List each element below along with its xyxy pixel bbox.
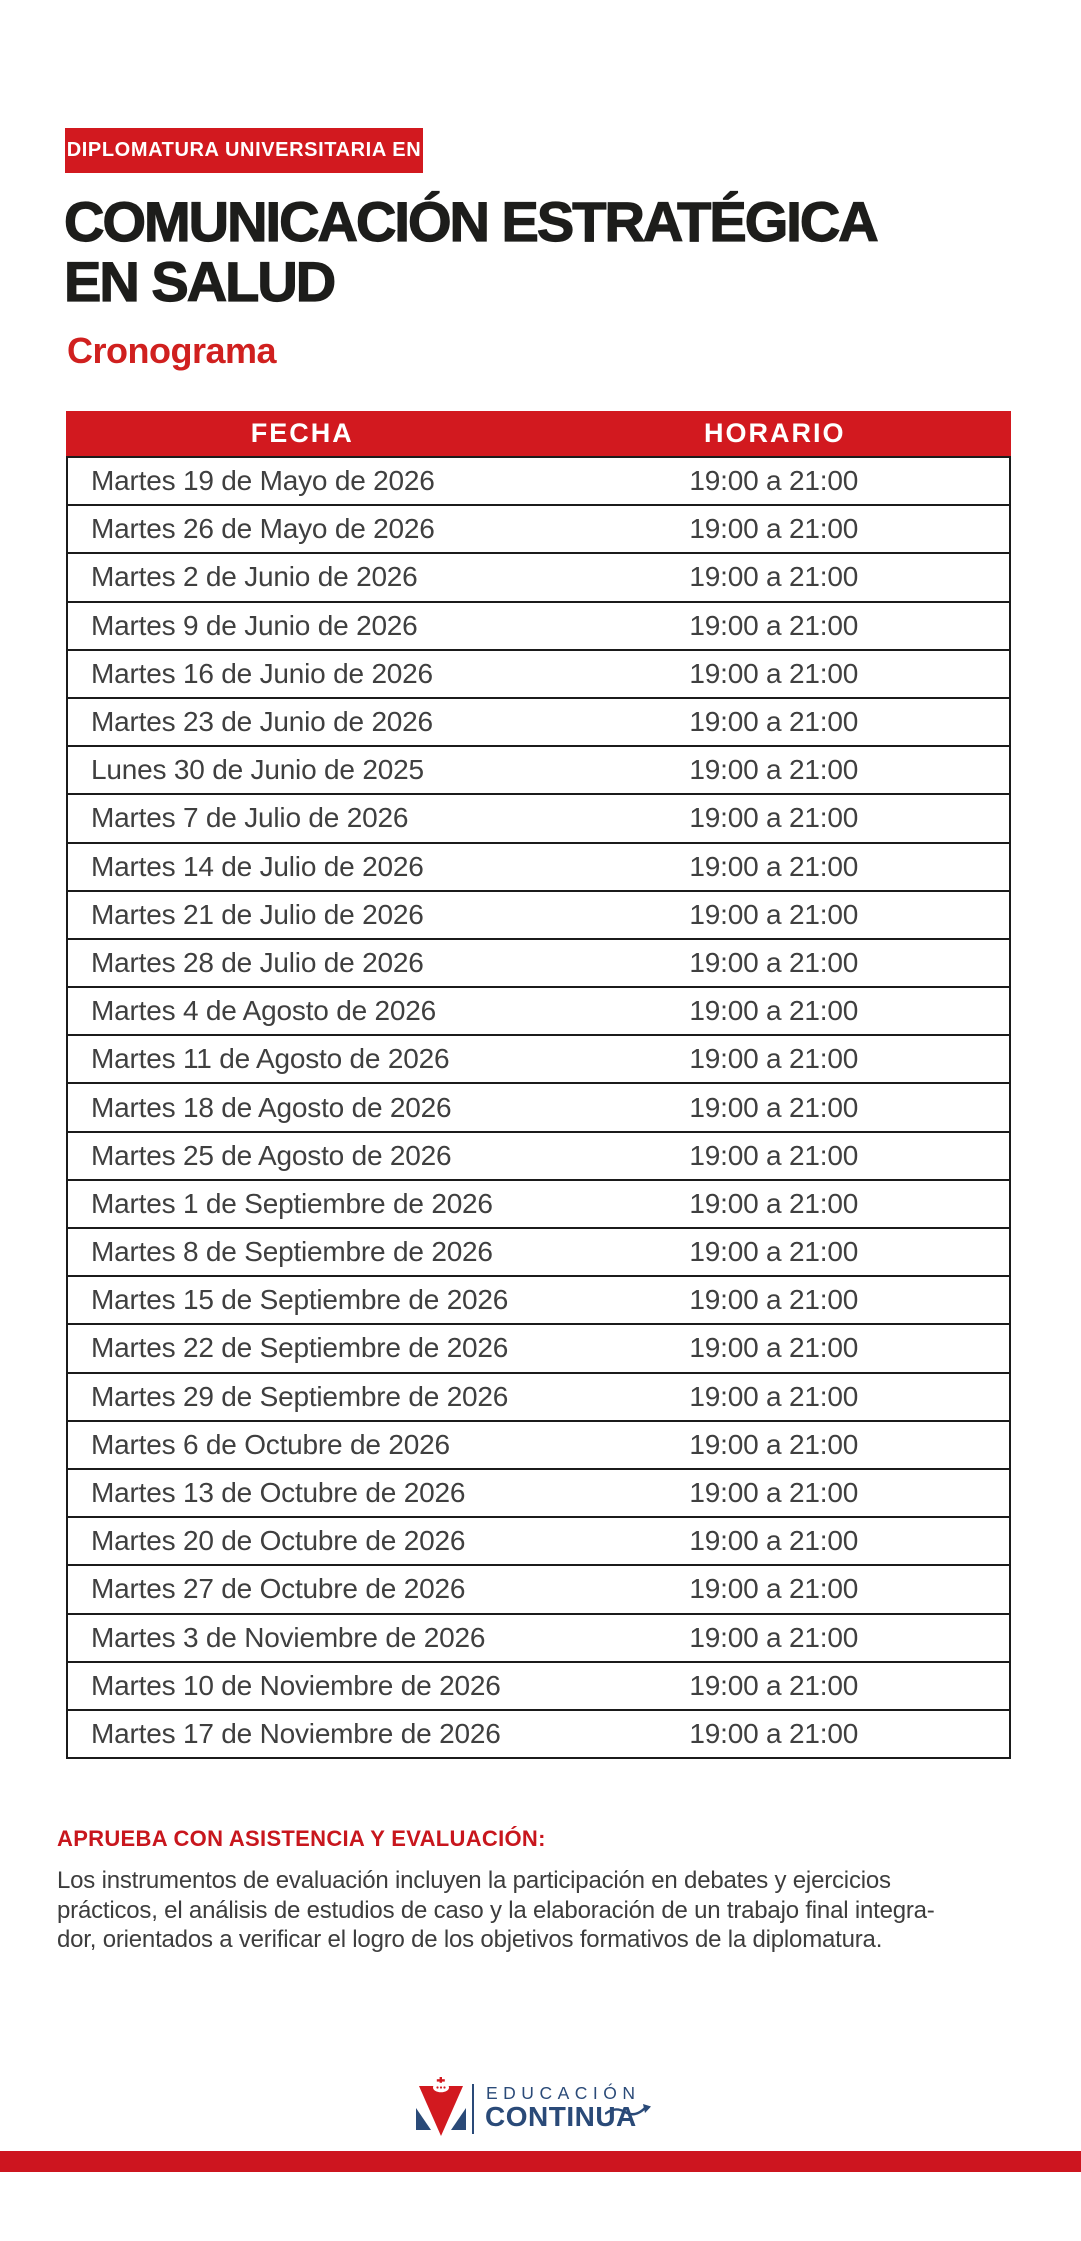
horario-cell: 19:00 a 21:00 (689, 513, 859, 545)
fecha-cell: Martes 26 de Mayo de 2026 (91, 513, 435, 545)
fecha-cell: Lunes 30 de Junio de 2025 (91, 754, 424, 786)
table-row (68, 1082, 1009, 1130)
table-row (68, 1227, 1009, 1275)
table-row (68, 938, 1009, 986)
header-horario: HORARIO (704, 418, 846, 448)
university-triangle-logo-icon (410, 2076, 472, 2138)
table-row (68, 1179, 1009, 1227)
fecha-cell: Martes 6 de Octubre de 2026 (91, 1428, 450, 1460)
horario-cell: 19:00 a 21:00 (689, 946, 859, 978)
fecha-cell: Martes 20 de Octubre de 2026 (91, 1525, 466, 1557)
horario-cell: 19:00 a 21:00 (689, 850, 859, 882)
horario-cell: 19:00 a 21:00 (689, 1139, 859, 1171)
table-row (68, 1661, 1009, 1709)
table-row (68, 1709, 1009, 1757)
table-row (68, 793, 1009, 841)
fecha-cell: Martes 21 de Julio de 2026 (91, 898, 424, 930)
horario-cell: 19:00 a 21:00 (689, 1573, 859, 1605)
table-row (68, 1468, 1009, 1516)
fecha-cell: Martes 15 de Septiembre de 2026 (91, 1284, 509, 1316)
table-row (68, 504, 1009, 552)
horario-cell: 19:00 a 21:00 (689, 898, 859, 930)
horario-cell: 19:00 a 21:00 (689, 1477, 859, 1509)
horario-cell: 19:00 a 21:00 (689, 465, 859, 497)
page-title (64, 192, 877, 312)
table-row (68, 1420, 1009, 1468)
table-row (68, 456, 1009, 504)
section-heading: Cronograma (67, 330, 277, 371)
horario-cell: 19:00 a 21:00 (689, 1428, 859, 1460)
fecha-cell: Martes 7 de Julio de 2026 (91, 802, 409, 834)
table-body (68, 456, 1009, 1757)
horario-cell: 19:00 a 21:00 (689, 561, 859, 593)
table-row (68, 890, 1009, 938)
table-row (68, 1372, 1009, 1420)
paragraph-line: dor, orientados a verificar el logro de los objetivos formativos de la diplomatura. (57, 1926, 883, 1953)
schedule-table (66, 411, 1011, 1759)
table-row (68, 1131, 1009, 1179)
badge-label: DIPLOMATURA UNIVERSITARIA EN (66, 139, 422, 161)
fecha-cell: Martes 28 de Julio de 2026 (91, 946, 424, 978)
fecha-cell: Martes 1 de Septiembre de 2026 (91, 1187, 493, 1219)
horario-cell: 19:00 a 21:00 (689, 1091, 859, 1123)
horario-cell: 19:00 a 21:00 (689, 1380, 859, 1412)
horario-cell: 19:00 a 21:00 (689, 1043, 859, 1075)
fecha-cell: Martes 17 de Noviembre de 2026 (91, 1717, 501, 1749)
fecha-cell: Martes 16 de Junio de 2026 (91, 657, 433, 689)
horario-cell: 19:00 a 21:00 (689, 995, 859, 1027)
horario-cell: 19:00 a 21:00 (689, 802, 859, 834)
fecha-cell: Martes 9 de Junio de 2026 (91, 609, 418, 641)
table-row (68, 649, 1009, 697)
title-line-2: EN SALUD (64, 250, 335, 313)
logo-continua-text: CONTINUA (485, 2101, 637, 2132)
program-type-badge (65, 128, 423, 173)
table-row (68, 601, 1009, 649)
table-row (68, 697, 1009, 745)
title-line-1: COMUNICACIÓN ESTRATÉGICA (64, 190, 877, 253)
fecha-cell: Martes 3 de Noviembre de 2026 (91, 1621, 486, 1653)
fecha-cell: Martes 19 de Mayo de 2026 (91, 465, 435, 497)
table-row (68, 1323, 1009, 1371)
logo-educacion-text: EDUCACIÓN (486, 2083, 641, 2103)
fecha-cell: Martes 11 de Agosto de 2026 (91, 1043, 450, 1075)
logo-arrow-icon (605, 2104, 651, 2118)
educacion-continua-logo (410, 2076, 670, 2138)
fecha-cell: Martes 10 de Noviembre de 2026 (91, 1669, 501, 1701)
evaluation-paragraph (57, 1866, 935, 1955)
horario-cell: 19:00 a 21:00 (689, 609, 859, 641)
horario-cell: 19:00 a 21:00 (689, 1187, 859, 1219)
table-row (68, 552, 1009, 600)
table-row (68, 1275, 1009, 1323)
table-row (68, 745, 1009, 793)
fecha-cell: Martes 13 de Octubre de 2026 (91, 1477, 466, 1509)
horario-cell: 19:00 a 21:00 (689, 1525, 859, 1557)
paragraph-line: Los instrumentos de evaluación incluyen la participación en debates y ejercicios (57, 1867, 891, 1894)
fecha-cell: Martes 4 de Agosto de 2026 (91, 995, 437, 1027)
table-row (68, 986, 1009, 1034)
table-row (68, 1516, 1009, 1564)
horario-cell: 19:00 a 21:00 (689, 1284, 859, 1316)
logo-divider (472, 2084, 474, 2134)
horario-cell: 19:00 a 21:00 (689, 657, 859, 689)
fecha-cell: Martes 29 de Septiembre de 2026 (91, 1380, 509, 1412)
approval-heading: APRUEBA CON ASISTENCIA Y EVALUACIÓN: (57, 1826, 546, 1851)
fecha-cell: Martes 25 de Agosto de 2026 (91, 1139, 452, 1171)
bottom-red-bar (0, 2151, 1081, 2172)
header-fecha: FECHA (250, 418, 354, 448)
horario-cell: 19:00 a 21:00 (689, 1332, 859, 1364)
fecha-cell: Martes 22 de Septiembre de 2026 (91, 1332, 509, 1364)
fecha-cell: Martes 8 de Septiembre de 2026 (91, 1236, 493, 1268)
fecha-cell: Martes 27 de Octubre de 2026 (91, 1573, 466, 1605)
horario-cell: 19:00 a 21:00 (689, 1717, 859, 1749)
table-header-row (66, 411, 1011, 456)
fecha-cell: Martes 23 de Junio de 2026 (91, 706, 433, 738)
horario-cell: 19:00 a 21:00 (689, 1236, 859, 1268)
paragraph-line: prácticos, el análisis de estudios de caso y la elaboración de un trabajo final integra- (57, 1896, 935, 1924)
table-row (68, 1564, 1009, 1612)
horario-cell: 19:00 a 21:00 (689, 1669, 859, 1701)
table-row (68, 842, 1009, 890)
fecha-cell: Martes 18 de Agosto de 2026 (91, 1091, 452, 1123)
horario-cell: 19:00 a 21:00 (689, 754, 859, 786)
fecha-cell: Martes 2 de Junio de 2026 (91, 561, 418, 593)
table-row (68, 1613, 1009, 1661)
horario-cell: 19:00 a 21:00 (689, 706, 859, 738)
fecha-cell: Martes 14 de Julio de 2026 (91, 850, 424, 882)
table-row (68, 1034, 1009, 1082)
horario-cell: 19:00 a 21:00 (689, 1621, 859, 1653)
